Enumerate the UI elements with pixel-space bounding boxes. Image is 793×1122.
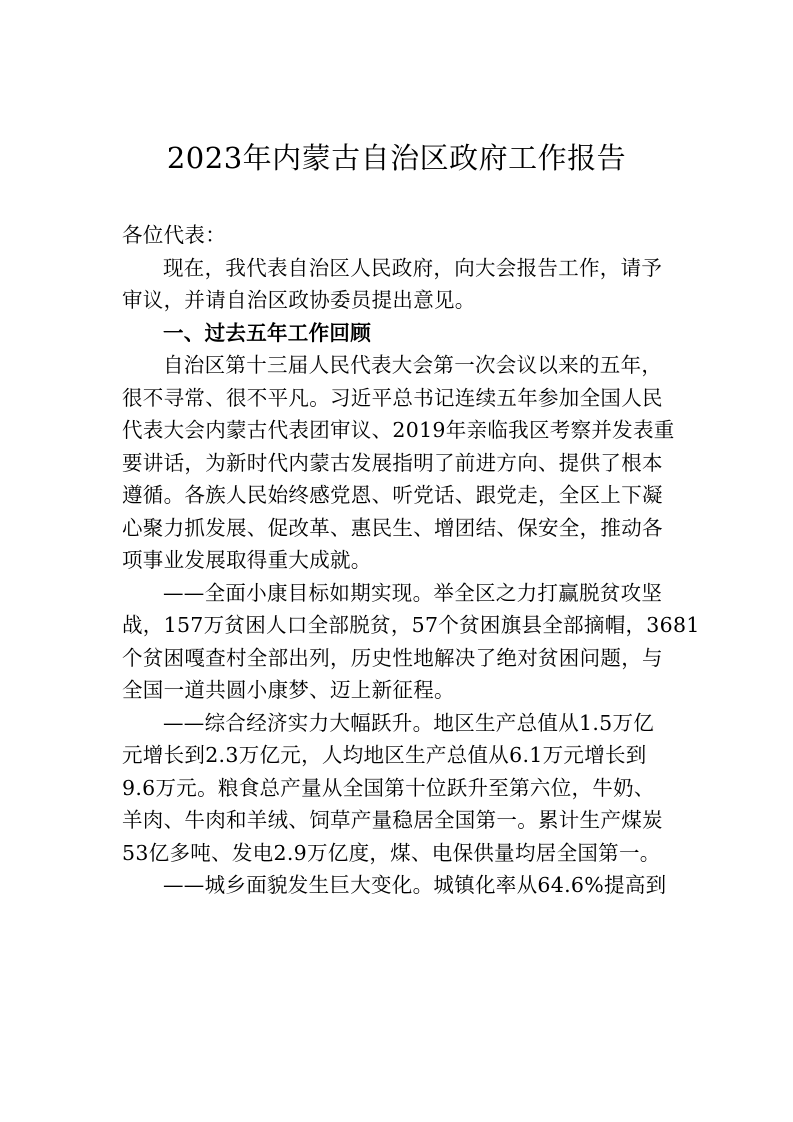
paragraph-line: 个贫困嘎查村全部出列，历史性地解决了绝对贫困问题，与 bbox=[122, 645, 663, 670]
paragraph-line: ——全面小康目标如期实现。举全区之力打赢脱贫攻坚 bbox=[163, 580, 663, 605]
paragraph-line: 现在，我代表自治区人民政府，向大会报告工作，请予 bbox=[163, 255, 663, 280]
paragraph-line: 自治区第十三届人民代表大会第一次会议以来的五年， bbox=[163, 353, 663, 377]
paragraph-line: 遵循。各族人民始终感党恩、听党话、跟党走，全区上下凝 bbox=[122, 483, 663, 507]
paragraph-line: 元增长到2.3万亿元，人均地区生产总值从6.1万元增长到 bbox=[122, 743, 647, 767]
document-title: 2023年内蒙古自治区政府工作报告 bbox=[166, 141, 627, 175]
paragraph-line: ——综合经济实力大幅跃升。地区生产总值从1.5万亿 bbox=[163, 710, 655, 735]
salutation: 各位代表： bbox=[122, 223, 226, 247]
paragraph-line: 羊肉、牛肉和羊绒、饲草产量稳居全国第一。累计生产煤炭 bbox=[122, 808, 663, 832]
paragraph-line: ——城乡面貌发生巨大变化。城镇化率从64.6%提高到 bbox=[163, 873, 667, 897]
paragraph-line: 项事业发展取得重大成就。 bbox=[122, 548, 372, 572]
paragraph-line: 战，157万贫困人口全部脱贫，57个贫困旗县全部摘帽，3681 bbox=[122, 613, 700, 637]
paragraph-line: 审议，并请自治区政协委员提出意见。 bbox=[122, 288, 476, 312]
paragraph-line: 53亿多吨、发电2.9万亿度，煤、电保供量均居全国第一。 bbox=[122, 840, 661, 865]
paragraph-line: 全国一道共圆小康梦、迈上新征程。 bbox=[122, 678, 455, 702]
paragraph-line: 很不寻常、很不平凡。习近平总书记连续五年参加全国人民 bbox=[122, 385, 663, 410]
paragraph-line: 心聚力抓发展、促改革、惠民生、增团结、保安全，推动各 bbox=[122, 515, 663, 540]
paragraph-line: 9.6万元。粮食总产量从全国第十位跃升至第六位，牛奶、 bbox=[122, 775, 655, 800]
document-body bbox=[122, 219, 700, 902]
paragraph-line: 要讲话，为新时代内蒙古发展指明了前进方向、提供了根本 bbox=[122, 450, 663, 475]
paragraph-line: 代表大会内蒙古代表团审议、2019年亲临我区考察并发表重 bbox=[122, 418, 675, 442]
section-heading: 一、过去五年工作回顾 bbox=[163, 320, 371, 345]
